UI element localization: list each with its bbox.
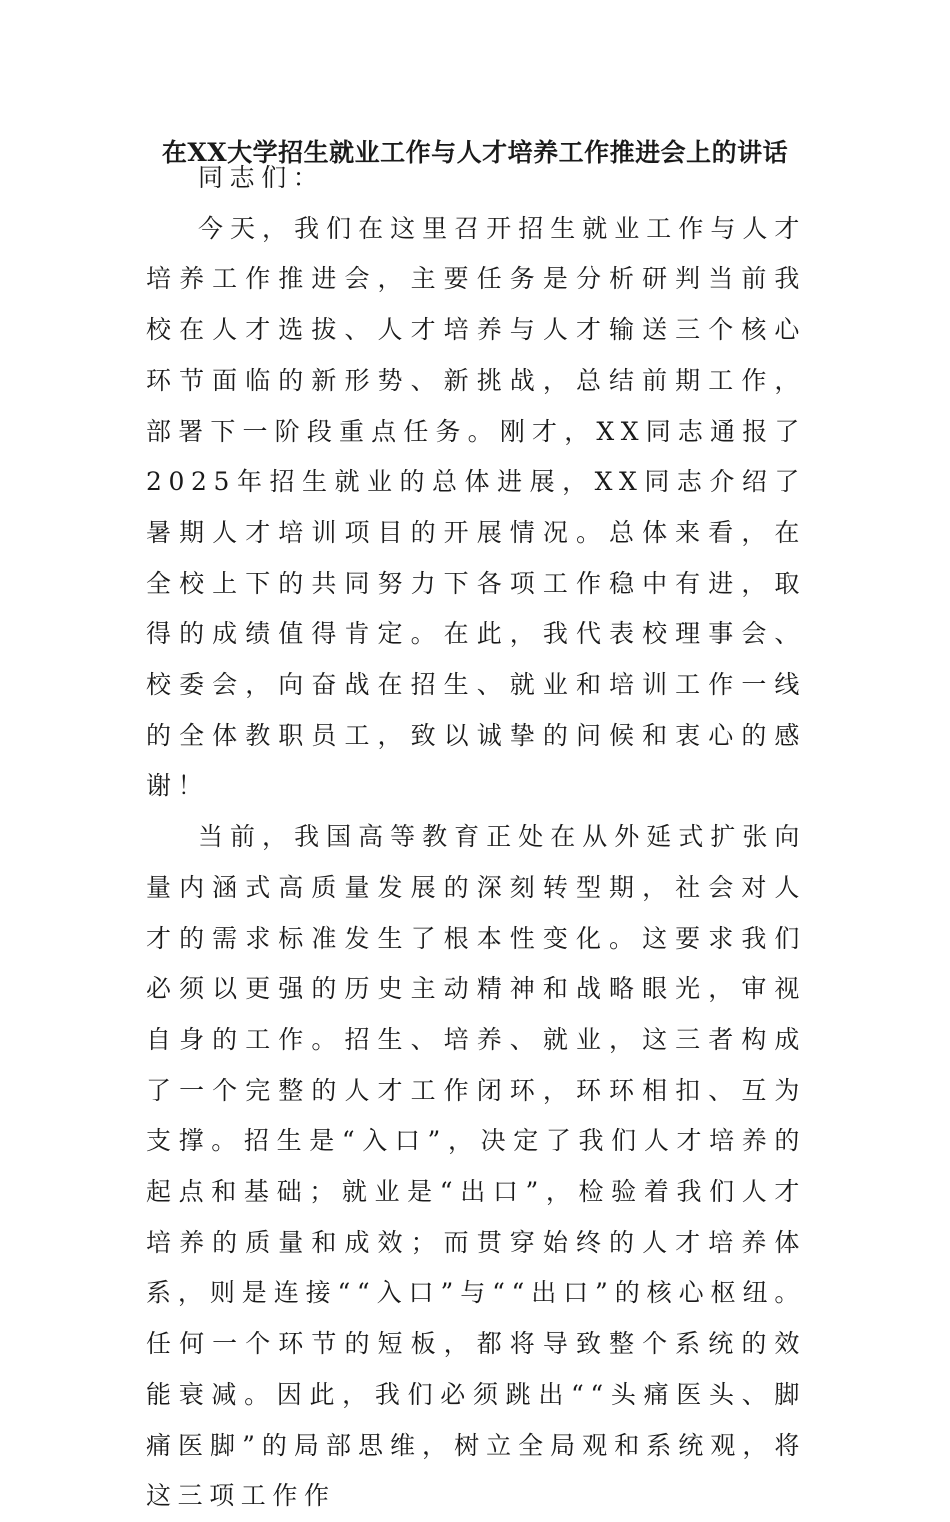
document-body	[146, 153, 806, 1522]
salutation: 同志们：	[198, 163, 325, 192]
paragraph: 当前，我国高等教育正处在从外延式扩张向量内涵式高质量发展的深刻转型期，社会对人才的需求标准发生了根本性变化。这要求我们必须以更强的历史主动精神和战略眼光，审视自身的工作。招生、培养、就业，这三者构成了一个完整的人才工作闭环，环环相扣、互为支撑。招生是“入口”，决定了我们人才培养的起点和基础；就业是“出口”，检验着我们人才培养的质量和成效；而贯穿始终的人才培养体系，则是连接““入口”与““出口”的核心枢纽。任何一个环节的短板，都将导致整个系统的效能衰减。因此，我们必须跳出““头痛医头、脚痛医脚”的局部思维，树立全局观和系统观，将这三项工作作	[146, 822, 806, 1511]
document-title: 在XX大学招生就业工作与人才培养工作推进会上的讲话	[161, 138, 789, 167]
paragraph: 今天，我们在这里召开招生就业工作与人才培养工作推进会，主要任务是分析研判当前我校在人才选拔、人才培养与人才输送三个核心环节面临的新形势、新挑战，总结前期工作，部署下一阶段重点任务。刚才，XX同志通报了2025年招生就业的总体进展，XX同志介绍了暑期人才培训项目的开展情况。总体来看，在全校上下的共同努力下各项工作稳中有进，取得的成绩值得肯定。在此，我代表校理事会、校委会，向奋战在招生、就业和培训工作一线的全体教职员工，致以诚挚的问候和衷心的感谢！	[146, 213, 806, 801]
